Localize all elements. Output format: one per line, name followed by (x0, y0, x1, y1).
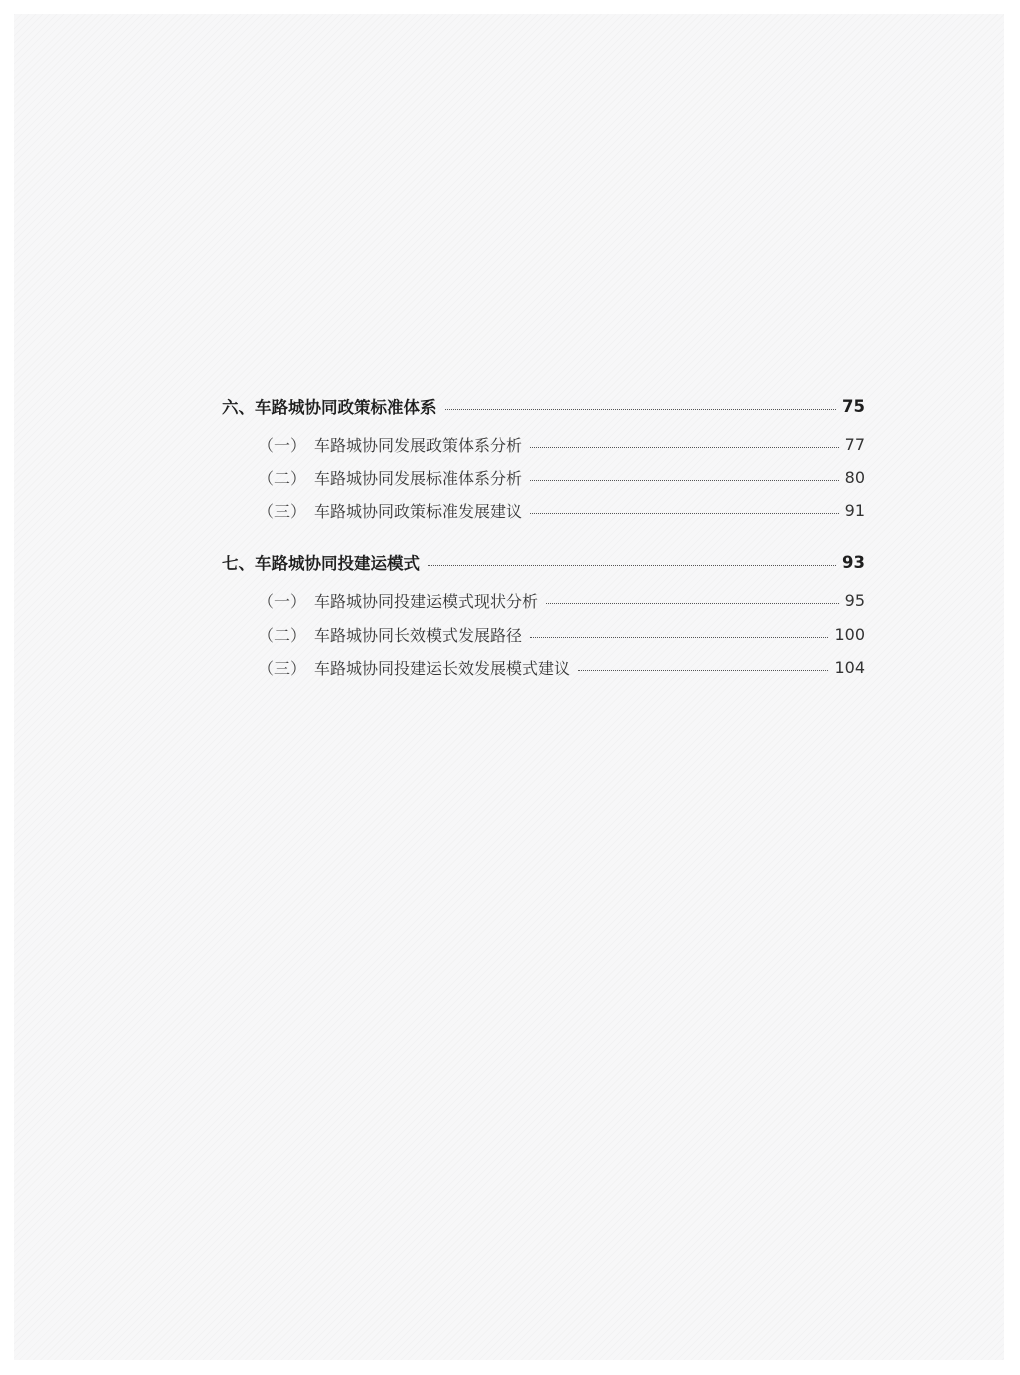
toc-dot-leader (530, 513, 839, 514)
toc-page-number: 104 (834, 657, 865, 677)
toc-section-title: 车路城协同长效模式发展路径 (314, 625, 523, 645)
toc-dot-leader (578, 670, 828, 671)
toc-chapter-7[interactable] (222, 547, 865, 577)
toc-chapter-title: 六、车路城协同政策标准体系 (222, 398, 437, 417)
toc-section-number: （二） (258, 625, 307, 645)
toc-section-7-2[interactable] (258, 619, 865, 649)
toc-section-number: （一） (258, 435, 307, 455)
toc-page-number: 77 (844, 434, 865, 454)
toc-section-number: （二） (258, 468, 307, 488)
toc-section-7-1[interactable] (258, 585, 865, 615)
toc-page-number: 95 (844, 590, 865, 610)
toc-section-title: 车路城协同发展标准体系分析 (314, 468, 523, 488)
toc-chapter-6[interactable] (222, 391, 865, 421)
toc-dot-leader (530, 480, 839, 481)
toc-dot-leader (445, 409, 837, 410)
toc-page-number: 91 (844, 500, 865, 520)
toc-chapter-title: 七、车路城协同投建运模式 (222, 554, 420, 573)
toc-section-6-2[interactable] (258, 462, 865, 492)
toc-section-6-3[interactable] (258, 495, 865, 525)
toc-section-number: （三） (258, 658, 307, 678)
toc-page-number: 75 (842, 396, 865, 416)
toc-section-number: （三） (258, 501, 307, 521)
toc-section-title: 车路城协同政策标准发展建议 (314, 501, 523, 521)
toc-page-number: 100 (834, 624, 865, 644)
toc-section-title: 车路城协同投建运模式现状分析 (314, 591, 539, 611)
toc-section-number: （一） (258, 591, 307, 611)
toc-page-number: 93 (842, 552, 865, 572)
toc-dot-leader (530, 637, 828, 638)
toc-section-6-1[interactable] (258, 429, 865, 459)
toc-dot-leader (546, 603, 839, 604)
toc-dot-leader (428, 565, 836, 566)
toc-dot-leader (530, 447, 839, 448)
document-page (14, 14, 1004, 1360)
toc-section-title: 车路城协同发展政策体系分析 (314, 435, 523, 455)
toc-page-number: 80 (844, 467, 865, 487)
toc-section-7-3[interactable] (258, 652, 865, 682)
toc-section-title: 车路城协同投建运长效发展模式建议 (314, 658, 571, 678)
